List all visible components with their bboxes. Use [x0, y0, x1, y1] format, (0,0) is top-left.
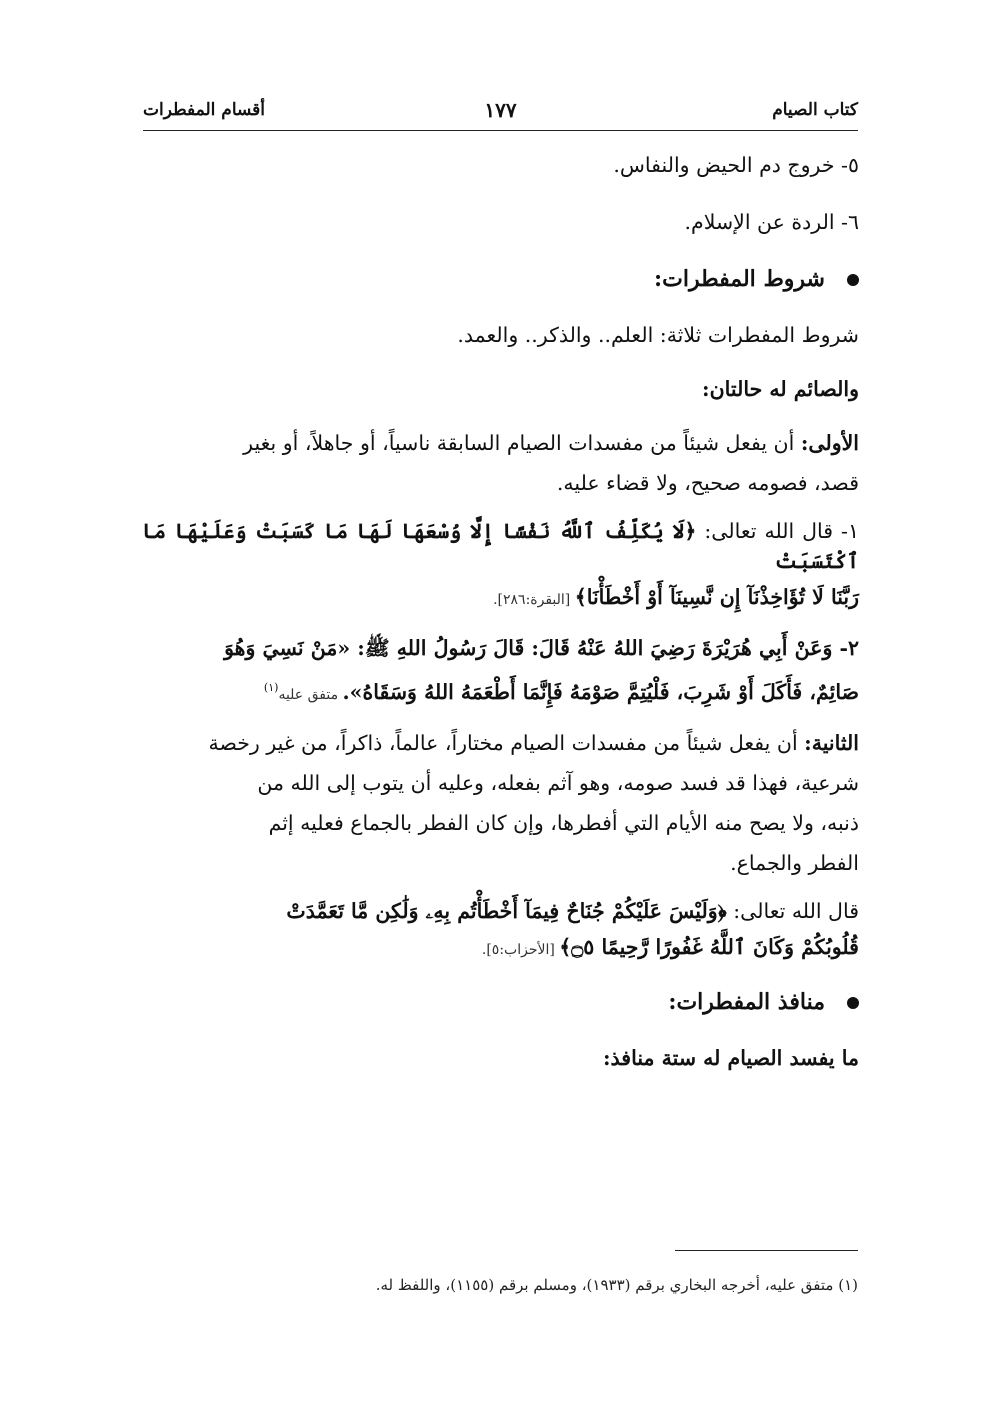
- list-item-5: ٥- خروج دم الحيض والنفاس.: [613, 153, 859, 177]
- evidence-3-verse-line1: ﴿وَلَيْسَ عَلَيْكُمْ جُنَاحٌ فِيمَآ أَخْطَأْتُم بِهِۦ وَلَٰكِن مَّا تَعَمَّدَتْ: [286, 898, 727, 923]
- states-subheading: والصائم له حالتان:: [702, 377, 859, 401]
- evidence-1-verse-line2: رَبَّنَا لَا تُؤَاخِذْنَآ إِن نَّسِينَآ أَوْ أَخْطَأْنَا﴾: [574, 585, 859, 609]
- evidence-3: [142, 896, 859, 965]
- evidence-2: [142, 633, 859, 710]
- first-state-line2: قصد، فصومه صحيح، ولا قضاء عليه.: [556, 471, 859, 495]
- second-state-line4: الفطر والجماع.: [730, 850, 859, 875]
- book-title: كتاب الصيام: [772, 100, 858, 120]
- outlets-intro: ما يفسد الصيام له ستة منافذ:: [602, 1045, 859, 1070]
- evidence-1-verse-line1: ﴿لَا يُكَلِّفُ ٱللَّهُ نَفْسًا إِلَّا وُسْعَهَا لَهَا مَا كَسَبَتْ وَعَلَيْهَا مَا ٱكْتَسَبَتْ: [142, 519, 859, 573]
- footnote-divider: [675, 1250, 858, 1251]
- evidence-3-prefix: قال الله تعالى:: [726, 898, 859, 923]
- footnote: (١) متفق عليه، أخرجه البخاري برقم (١٩٣٣)، ومسلم برقم (١١٥٥)، واللفظ له.: [375, 1276, 858, 1294]
- evidence-2-line2: صَائِمٌ، فَأَكَلَ أَوْ شَرِبَ، فَلْيُتِمَّ صَوْمَهُ فَإِنَّمَا أَطْعَمَهُ اللهُ وَسَقَاهُ».: [342, 679, 859, 704]
- conditions-intro: شروط المفطرات ثلاثة: العلم.. والذكر.. والعمد.: [457, 323, 859, 347]
- first-state-label: الأولى:: [800, 431, 859, 455]
- evidence-3-reference: [الأحزاب:٥].: [481, 941, 560, 958]
- evidence-1-prefix: ١- قال الله تعالى:: [696, 519, 860, 543]
- heading-conditions: [142, 264, 859, 294]
- second-state-line2: شرعية، فهذا قد فسد صومه، وهو آثم بفعله، وعليه أن يتوب إلى الله من: [257, 770, 859, 795]
- second-state-line1: أن يفعل شيئاً من مفسدات الصيام مختاراً، عالماً، ذاكراً، من غير رخصة: [208, 730, 805, 755]
- heading-conditions-text: شروط المفطرات:: [654, 266, 825, 292]
- bullet-icon: [847, 997, 859, 1009]
- evidence-1-reference: [البقرة:٢٨٦].: [493, 592, 575, 608]
- first-state: [142, 428, 859, 498]
- heading-outlets: [142, 987, 859, 1017]
- evidence-2-line1: ٢- وَعَنْ أَبِي هُرَيْرَةَ رَضِيَ اللهُ عَنْهُ قَالَ: قَالَ رَسُولُ اللهِ ﷺ: «مَنْ نَسِيَ وَهُوَ: [224, 636, 859, 660]
- list-item-6: ٦- الردة عن الإسلام.: [684, 210, 859, 234]
- page-body: [142, 150, 859, 1097]
- page-number: ١٧٧: [484, 98, 517, 122]
- second-state-line3: ذنبه، ولا يصح منه الأيام التي أفطرها، وإن كان الفطر بالجماع فعليه إثم: [268, 810, 859, 835]
- second-state: [142, 728, 859, 878]
- footnote-marker: (١): [263, 681, 279, 694]
- first-state-line1: أن يفعل شيئاً من مفسدات الصيام السابقة ناسياً، أو جاهلاً، أو بغير: [243, 431, 801, 455]
- section-title: أقسام المفطرات: [143, 100, 266, 120]
- bullet-icon: [847, 274, 859, 286]
- second-state-label: الثانية:: [804, 730, 859, 755]
- heading-outlets-text: منافذ المفطرات:: [668, 988, 825, 1015]
- evidence-2-reference: متفق عليه: [278, 686, 343, 703]
- evidence-3-verse-line2: قُلُوبُكُمْ وَكَانَ ٱللَّهُ غَفُورًا رَّحِيمًا ۝٥﴾: [559, 934, 859, 959]
- page-header: [143, 96, 858, 131]
- evidence-1: [142, 516, 859, 615]
